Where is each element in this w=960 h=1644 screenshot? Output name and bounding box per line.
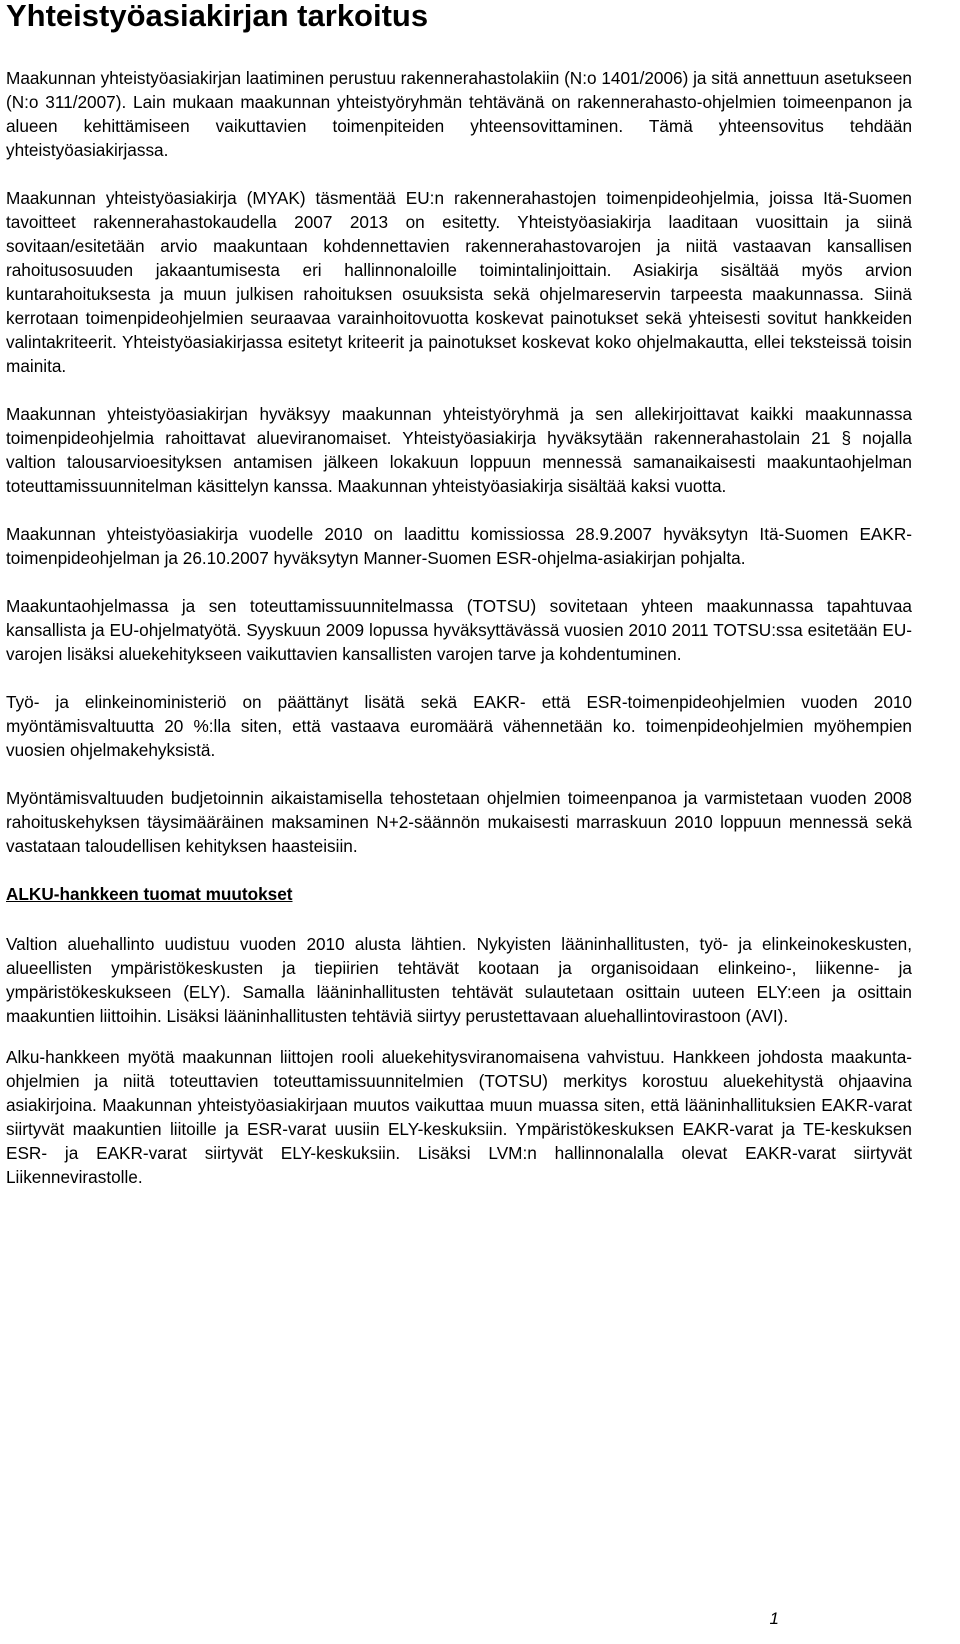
paragraph-totsu: Maakuntaohjelmassa ja sen toteuttamissuunnitelmassa (TOTSU) sovitetaan yhteen maakunnassa tapahtuvaa kansallista ja EU-ohjelmatyötä. Syyskuun 2009 lopussa hyväksyttävässä vuosien 2010 2011 TOTSU:ssa esitetään EU-varojen lisäksi aluekehitykseen vaikuttavien kansallisten varojen tarve ja kohdentuminen. [6,596,912,664]
paragraph-basis-2010: Maakunnan yhteistyöasiakirja vuodelle 2010 on laadittu komissiossa 28.9.2007 hyväksytyn Itä-Suomen EAKR-toimenpideohjelman ja 26.10.2007 hyväksytyn Manner-Suomen ESR-ohjelma-asiakirjan pohjalta. [6,524,912,568]
document-body [6,66,912,1213]
paragraph-purpose: Maakunnan yhteistyöasiakirjan laatiminen perustuu rakennerahastolakiin (N:o 1401/2006) ja sitä annettuun asetukseen (N:o 311/2007). Lain mukaan maakunnan yhteistyöryhmän tehtävänä on rakennerahasto-ohjelmien toimeenpanon ja alueen kehittämiseen vaikuttavien toimenpiteiden yhteensovittaminen. Tämä yhteensovitus tehdään yhteistyöasiakirjassa. [6,68,912,160]
paragraph-administration-reform: Valtion aluehallinto uudistuu vuoden 2010 alusta lähtien. Nykyisten lääninhallitusten, työ- ja elinkeinokeskusten, alueellisten ympäristökeskusten ja tiepiirien tehtävät kootaan ja organisoidaan elinkeino-, liikenne- ja ympäristökeskukseen (ELY). Samalla lääninhallitusten tehtävät sulautetaan osittain uuteen ELY:een ja osittain maakuntien liittoihin. Lisäksi lääninhallitusten tehtäviä siirtyy perustettavaan aluehallintovirastoon (AVI). [6,934,912,1026]
section-heading-alku: ALKU-hankkeen tuomat muutokset [6,884,293,904]
paragraph-ministry-decision: Työ- ja elinkeinoministeriö on päättänyt lisätä sekä EAKR- että ESR-toimenpideohjelmien vuoden 2010 myöntämisvaltuutta 20 %:lla siten, että vastaava euromäärä vähennetään ko. toimenpideohjelmien myöhempien vuosien ohjelmakehyksistä. [6,692,912,760]
page-number: 1 [769,1609,779,1628]
page-title: Yhteistyöasiakirjan tarkoitus [6,0,429,33]
paragraph-budgeting: Myöntämisvaltuuden budjetoinnin aikaistamisella tehostetaan ohjelmien toimeenpanoa ja varmistetaan vuoden 2008 rahoituskehyksen täysimääräinen maksaminen N+2-säännön mukaisesti marraskuun 2010 loppuun mennessä sekä vastataan taloudellisen kehityksen haasteisiin. [6,788,912,856]
paragraph-myak-definition: Maakunnan yhteistyöasiakirja (MYAK) täsmentää EU:n rakennerahastojen toimenpideohjelmia, joissa Itä-Suomen tavoitteet rakennerahastokaudella 2007 2013 on esitetty. Yhteistyöasiakirja laaditaan vuosittain ja siinä sovitaan/esitetään arvio maakuntaan kohdennettavien rakennerahastovarojen ja niitä vastaavan kansallisen rahoitusosuuden jakaantumisesta eri hallinnonaloille toimintalinjoittain. Asiakirja sisältää myös arvion kuntarahoituksesta ja muun julkisen rahoituksen osuuksista sekä ohjelmareservin tarpeesta maakunnassa. Siinä kerrotaan toimenpideohjelmien seuraavaa varainhoitovuotta koskevat painotukset sekä yhteisesti sovitut hankkeiden valintakriteerit. Yhteistyöasiakirjassa esitetyt kriteerit ja painotukset koskevat koko ohjelmakautta, ellei teksteissä toisin mainita. [6,188,912,376]
paragraph-alku-effects: Alku-hankkeen myötä maakunnan liittojen rooli aluekehitysviranomaisena vahvistuu. Hankkeen johdosta maakunta-ohjelmien ja niitä toteuttavien toteuttamissuunnitelmien (TOTSU) merkitys korostuu aluekehitystä ohjaavina asiakirjoina. Maakunnan yhteistyöasiakirjaan muutos vaikuttaa muun muassa siten, että lääninhallituksien EAKR-varat siirtyvät maakuntien liitoille ja ESR-varat uusiin ELY-keskuksiin. Ympäristökeskuksen EAKR-varat ja TE-keskuksen ESR- ja EAKR-varat siirtyvät ELY-keskuksiin. Lisäksi LVM:n hallinnonalalla olevat EAKR-varat siirtyvät Liikennevirastolle. [6,1047,912,1187]
paragraph-approval: Maakunnan yhteistyöasiakirjan hyväksyy maakunnan yhteistyöryhmä ja sen allekirjoittavat kaikki maakunnassa toimenpideohjelmia rahoittavat alueviranomaiset. Yhteistyöasiakirja hyväksytään rakennerahastolain 21 § nojalla valtion talousarvioesityksen antamisen jälkeen lokakuun loppuun mennessä samanaikaisesti maakuntaohjelman toteuttamissuunnitelman käsittelyn kanssa. Maakunnan yhteistyöasiakirja sisältää kaksi vuotta. [6,404,912,496]
